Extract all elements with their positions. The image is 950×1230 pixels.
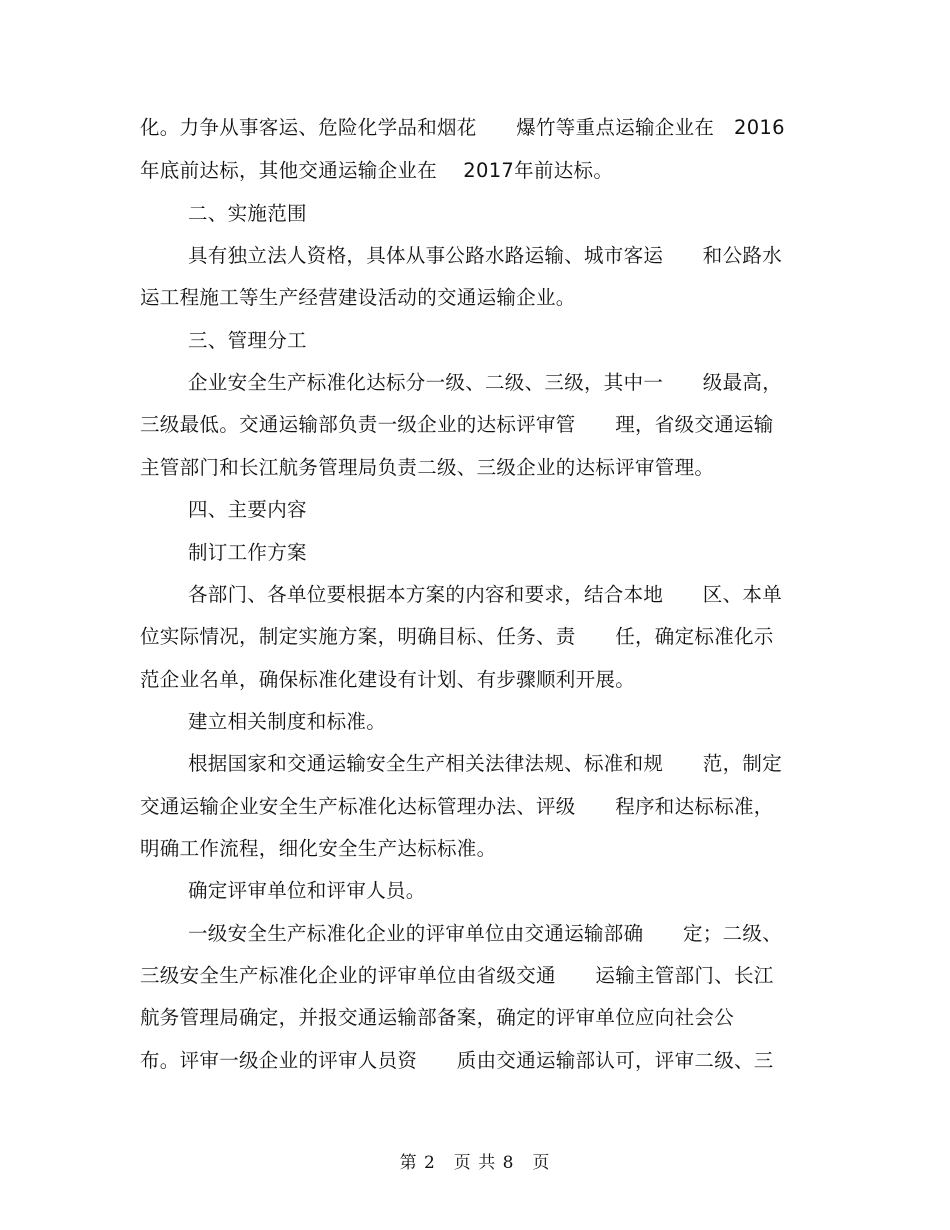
text-line: 交通运输企业安全生产标准化达标管理办法、评级 程序和达标标准， xyxy=(140,795,774,818)
section-heading: 三、管理分工 xyxy=(188,329,307,352)
text-line: 航务管理局确定，并报交通运输部备案，确定的评审单位应向社会公 xyxy=(140,1006,735,1029)
text-line: 根据国家和交通运输安全生产相关法律法规、标准和规 范，制定 xyxy=(188,752,783,775)
subheading: 确定评审单位和评审人员。 xyxy=(188,879,426,902)
text-line: 一级安全生产标准化企业的评审单位由交通运输部确 定；二级、 xyxy=(188,922,783,945)
text-line: 布。评审一级企业的评审人员资 质由交通运输部认可，评审二级、三 xyxy=(140,1049,774,1072)
subheading: 制订工作方案 xyxy=(188,541,307,564)
text-line: 年底前达标，其他交通运输企业在 2017年前达标。 xyxy=(140,159,614,182)
section-heading: 四、主要内容 xyxy=(188,498,307,521)
section-heading: 二、实施范围 xyxy=(188,202,307,225)
text-line: 明确工作流程，细化安全生产达标标准。 xyxy=(140,837,497,860)
text-line: 运工程施工等生产经营建设活动的交通运输企业。 xyxy=(140,286,576,309)
page-number: 第 2 页 共 8 页 xyxy=(399,1153,551,1173)
subheading: 建立相关制度和标准。 xyxy=(188,710,387,733)
text-line: 化。力争从事客运、危险化学品和烟花 爆竹等重点运输企业在 2016 xyxy=(140,116,785,139)
text-line: 企业安全生产标准化达标分一级、二级、三级，其中一 级最高， xyxy=(188,371,783,394)
text-line: 各部门、各单位要根据本方案的内容和要求，结合本地 区、本单 xyxy=(188,583,783,606)
text-line: 主管部门和长江航务管理局负责二级、三级企业的达标评审管理。 xyxy=(140,456,715,479)
text-line: 三级安全生产标准化企业的评审单位由省级交通 运输主管部门、长江 xyxy=(140,964,774,987)
text-line: 具有独立法人资格，具体从事公路水路运输、城市客运 和公路水 xyxy=(188,244,783,267)
text-line: 范企业名单，确保标准化建设有计划、有步骤顺利开展。 xyxy=(140,668,636,691)
text-line: 位实际情况，制定实施方案，明确目标、任务、责 任，确定标准化示 xyxy=(140,625,774,648)
text-line: 三级最低。交通运输部负责一级企业的达标评审管 理，省级交通运输 xyxy=(140,413,774,436)
